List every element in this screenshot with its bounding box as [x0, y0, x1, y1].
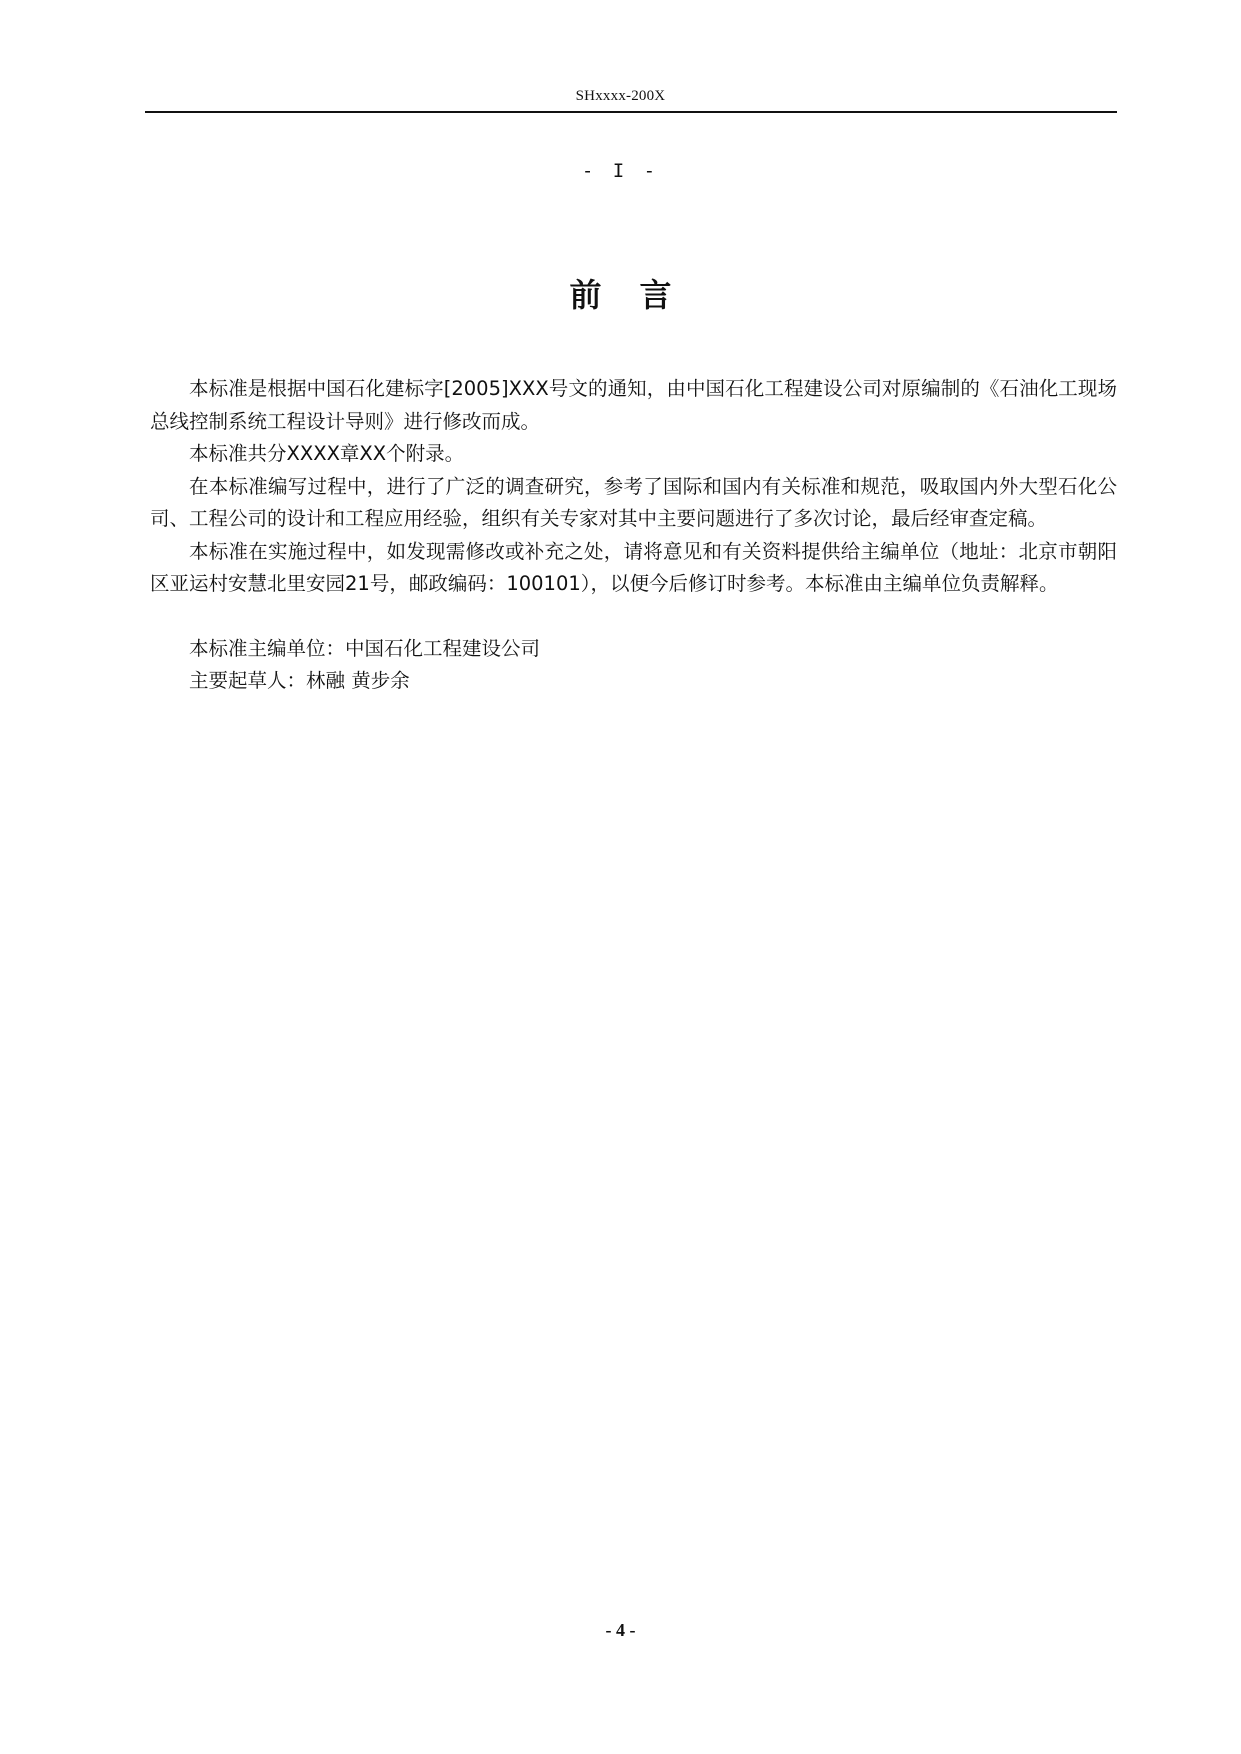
header-rule: [145, 111, 1117, 113]
paragraph: 本标准是根据中国石化建标字[2005]XXX号文的通知，由中国石化工程建设公司对原编制的《石油化工现场总线控制系统工程设计导则》进行修改而成。: [150, 377, 1117, 433]
editor-unit: 本标准主编单位：中国石化工程建设公司: [189, 636, 541, 660]
footer-page-number: - 4 -: [605, 1620, 636, 1640]
foreword-body: [150, 373, 1117, 698]
paragraph: 在本标准编写过程中，进行了广泛的调查研究，参考了国际和国内有关标准和规范，吸取国内外大型石化公司、工程公司的设计和工程应用经验，组织有关专家对其中主要问题进行了多次讨论，最后经审查定稿。: [150, 474, 1117, 530]
page-title: 前言: [569, 276, 710, 314]
paragraph: 本标准在实施过程中，如发现需修改或补充之处，请将意见和有关资料提供给主编单位（地址：北京市朝阳区亚运村安慧北里安园21号，邮政编码：100101），以便今后修订时参考。本标准由主编单位负责解释。: [150, 539, 1117, 595]
paragraph: 本标准共分XXXX章XX个附录。: [189, 442, 465, 465]
drafters: 主要起草人：林融 黄步余: [189, 669, 410, 692]
running-header-doc-code: SHxxxx-200X: [575, 88, 666, 104]
roman-page-number: - I -: [581, 160, 660, 182]
